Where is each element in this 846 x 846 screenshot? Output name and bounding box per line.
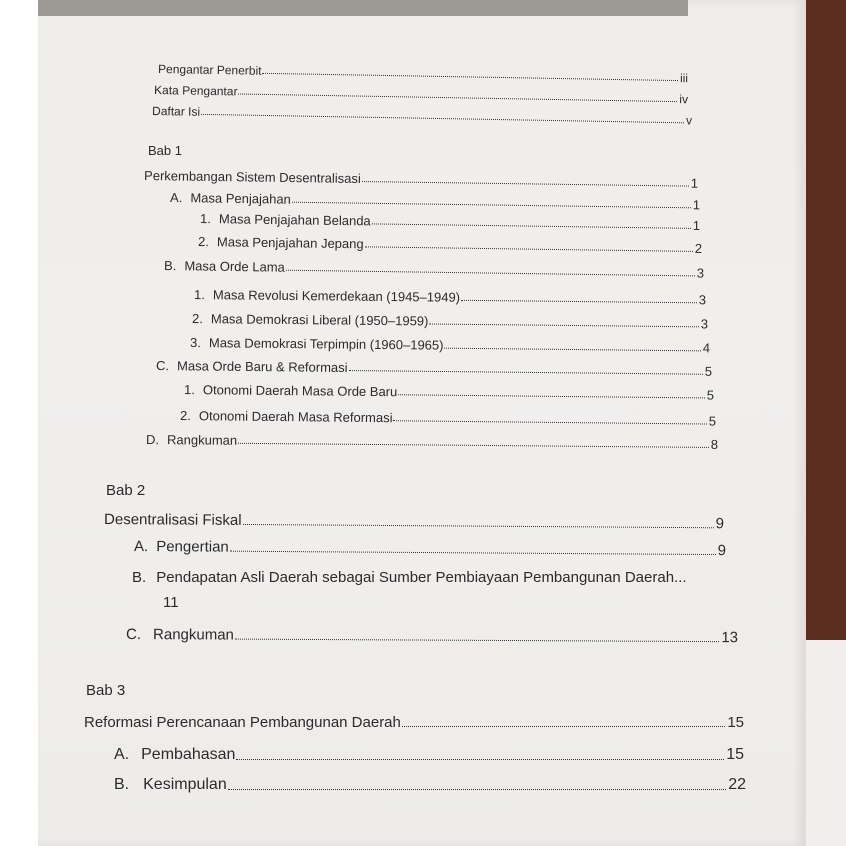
toc-entry-page: 4: [702, 340, 711, 356]
toc-entry-title: Masa Penjajahan Belanda: [218, 211, 371, 229]
leader-dots: [230, 551, 716, 555]
toc-entry: [132, 569, 687, 586]
toc-entry-title: Masa Penjajahan: [190, 190, 291, 207]
leader-dots: [238, 93, 677, 102]
toc-entry: [114, 776, 746, 794]
toc-entry: [184, 382, 714, 403]
toc-entry-page: iii: [679, 71, 689, 86]
toc-entry-label: C.: [156, 358, 170, 374]
toc-entry-title: Pembahasan: [141, 746, 236, 763]
leader-dots: [262, 73, 678, 81]
toc-entry-label: 2.: [198, 234, 210, 250]
toc-entry: [146, 432, 718, 452]
toc-entry-label: 2.: [180, 408, 192, 424]
toc-entry-label: 2.: [192, 311, 204, 327]
toc-entry-title: Reformasi Perencanaan Pembangunan Daerah: [84, 714, 401, 731]
leader-dots: [238, 443, 709, 448]
toc-entry-label: 3.: [190, 335, 202, 351]
toc-entry-page: 3: [698, 292, 707, 308]
toc-entry-title: Desentralisasi Fiskal: [104, 511, 242, 529]
leader-dots: [362, 181, 689, 187]
toc-entry: [180, 408, 716, 429]
toc-entry-label: B.: [164, 258, 177, 274]
toc-entry-page: 5: [706, 387, 715, 403]
toc-entry-label: B.: [132, 569, 147, 586]
leader-dots: [349, 370, 703, 375]
toc-entry-page: 1: [692, 197, 701, 213]
leader-dots: [228, 789, 726, 790]
toc-entry: [198, 234, 702, 256]
toc-entry-label: A.: [114, 746, 130, 763]
toc-entry-label: D.: [146, 432, 160, 448]
toc-entry-title: Otonomi Daerah Masa Orde Baru: [202, 382, 398, 400]
toc-entry-title: Pendapatan Asli Daerah sebagai Sumber Pembiayaan Pembangunan Daerah...: [156, 569, 687, 586]
toc-entry-page: 13: [721, 629, 739, 647]
leader-dots: [292, 202, 691, 209]
leader-dots: [243, 524, 714, 528]
toc-chapter-entry: [104, 511, 724, 532]
leader-dots: [372, 223, 691, 228]
toc-entry-page: 2: [694, 240, 703, 257]
toc-entry: [192, 311, 708, 331]
toc-entry-page: 22: [728, 776, 746, 793]
toc-entry-page: 11: [163, 594, 179, 611]
toc-entry-page: 3: [700, 316, 709, 332]
toc-entry-label: A.: [170, 190, 183, 206]
toc-entry-page: 8: [710, 436, 719, 452]
toc-entry-page: 9: [715, 515, 725, 533]
toc-entry-label: 1.: [184, 382, 196, 398]
toc-entry-title: Masa Orde Lama: [184, 258, 285, 275]
toc-entry-title: Otonomi Daerah Masa Reformasi: [198, 408, 393, 426]
toc-entry: [170, 190, 700, 212]
toc-entry: [164, 258, 704, 281]
toc-entry: [190, 335, 710, 355]
background-bottom-right: [802, 640, 846, 846]
toc-entry-page: 15: [726, 746, 744, 763]
toc-entry-title: Masa Demokrasi Liberal (1950–1959): [210, 311, 429, 329]
leader-dots: [286, 270, 695, 277]
toc-entry: [114, 746, 744, 764]
toc-entry-title: Kesimpulan: [143, 776, 227, 793]
toc-entry-page: 9: [717, 542, 727, 560]
leader-dots: [235, 639, 719, 643]
toc-entry-title: Rangkuman: [166, 432, 238, 448]
toc-entry-label: B.: [114, 776, 130, 793]
toc-entry-page: 3: [696, 265, 705, 281]
toc-entry-title: Pengantar Penerbit: [158, 62, 262, 78]
toc-chapter-entry: [84, 714, 744, 731]
toc-entry-page: 1: [692, 217, 701, 233]
leader-dots: [365, 246, 693, 252]
toc-entry-page: 15: [727, 714, 744, 731]
toc-entry-title: Pengertian: [156, 538, 229, 556]
leader-dots: [402, 726, 725, 727]
toc-entry: [152, 104, 692, 127]
toc-entry-title: Masa Demokrasi Terpimpin (1960–1965): [208, 335, 444, 353]
toc-entry: [156, 358, 712, 379]
leader-dots: [461, 300, 697, 303]
toc-entry-title: Kata Pengantar: [154, 83, 238, 99]
leader-dots: [429, 323, 698, 327]
toc-entry-title: Masa Penjajahan Jepang: [216, 234, 364, 252]
leader-dots: [201, 114, 684, 123]
chapter-heading: Bab 1: [148, 143, 182, 158]
toc-entry: [194, 287, 706, 307]
toc-chapter-entry: [144, 168, 698, 191]
toc-entry-label: C.: [126, 626, 142, 644]
photo-edge-top: [38, 0, 688, 16]
background-left: [0, 0, 40, 846]
leader-dots: [394, 420, 707, 424]
toc-entry: [134, 538, 726, 559]
toc-entry-label: A.: [134, 538, 149, 556]
toc-entry-page: 5: [708, 413, 717, 429]
toc-entry-page: v: [685, 113, 693, 128]
chapter-heading: Bab 3: [86, 682, 126, 699]
toc-entry-page: 5: [704, 363, 713, 379]
toc-entry-label: 1.: [194, 287, 206, 303]
leader-dots: [444, 348, 700, 352]
toc-entry: [200, 211, 700, 233]
toc-entry-title: Daftar Isi: [152, 104, 201, 119]
toc-entry: [126, 626, 738, 646]
toc-entry-page: iv: [679, 92, 689, 107]
toc-entry-title: Rangkuman: [152, 626, 234, 644]
toc-entry-title: Masa Revolusi Kemerdekaan (1945–1949): [212, 287, 461, 305]
toc-entry-title: Perkembangan Sistem Desentralisasi: [144, 168, 361, 187]
chapter-heading: Bab 2: [106, 482, 146, 499]
book-page: [38, 0, 806, 846]
leader-dots: [236, 759, 724, 760]
toc-entry: [154, 83, 688, 106]
toc-entry-title: Masa Orde Baru & Reformasi: [176, 358, 348, 376]
leader-dots: [398, 394, 705, 398]
toc-entry: [158, 62, 688, 85]
toc-entry-page: 1: [690, 175, 699, 191]
toc-entry-label: 1.: [200, 211, 212, 227]
